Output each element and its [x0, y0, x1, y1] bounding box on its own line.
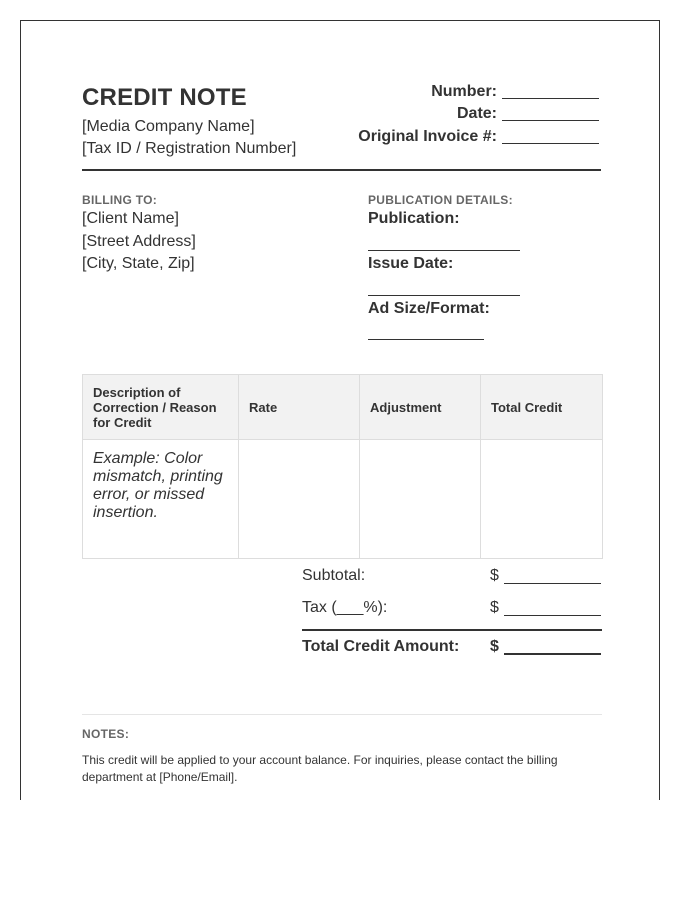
column-header-rate: Rate	[239, 375, 360, 440]
cell-rate[interactable]	[239, 440, 360, 559]
subtotal-blank[interactable]	[504, 583, 601, 584]
client-street: [Street Address]	[82, 233, 196, 250]
table-row	[83, 440, 603, 559]
original-invoice-blank[interactable]	[502, 128, 599, 144]
number-blank[interactable]	[502, 83, 599, 99]
client-city: [City, State, Zip]	[82, 255, 195, 272]
cell-description[interactable]: Example: Color mismatch, printing error, or missed insertion.	[83, 440, 239, 559]
credit-items-table	[82, 374, 603, 559]
number-field	[431, 83, 599, 101]
issue-date-label: Issue Date:	[368, 255, 454, 272]
date-field	[457, 105, 599, 123]
notes-heading: NOTES:	[82, 727, 130, 741]
notes-text: This credit will be applied to your account balance. For inquiries, please contact the billing department at [Phone/Email].	[82, 753, 558, 784]
subtotal-currency: $	[490, 567, 499, 584]
document-title: CREDIT NOTE	[82, 84, 247, 111]
ad-size-blank[interactable]	[368, 339, 484, 340]
subtotal-label: Subtotal:	[302, 567, 366, 584]
date-label: Date:	[456, 105, 497, 122]
tax-currency: $	[490, 599, 499, 616]
credit-note-sheet	[20, 20, 660, 800]
cell-total-credit[interactable]	[481, 440, 603, 559]
total-credit-blank[interactable]	[504, 653, 601, 655]
column-header-description: Description of Correction / Reason for Credit	[83, 375, 239, 440]
tax-label: Tax (___%):	[302, 599, 388, 616]
tax-blank[interactable]	[504, 615, 601, 616]
total-credit-currency: $	[490, 638, 499, 655]
issue-date-blank[interactable]	[368, 295, 520, 296]
cell-adjustment[interactable]	[360, 440, 481, 559]
total-credit-label: Total Credit Amount:	[302, 638, 460, 655]
company-name: [Media Company Name]	[82, 118, 255, 135]
billing-heading: BILLING TO:	[82, 193, 158, 207]
table-header-row	[83, 375, 603, 440]
original-invoice-field	[358, 128, 599, 146]
publication-label: Publication:	[368, 210, 460, 227]
original-invoice-label: Original Invoice #:	[358, 128, 497, 145]
date-blank[interactable]	[502, 105, 599, 121]
number-label: Number:	[431, 83, 497, 100]
publication-heading: PUBLICATION DETAILS:	[368, 193, 513, 207]
notes-divider	[82, 714, 602, 715]
ad-size-label: Ad Size/Format:	[368, 300, 490, 317]
client-name: [Client Name]	[82, 210, 179, 227]
publication-blank[interactable]	[368, 250, 520, 251]
column-header-adjustment: Adjustment	[360, 375, 481, 440]
column-header-total-credit: Total Credit	[481, 375, 603, 440]
tax-id: [Tax ID / Registration Number]	[82, 140, 297, 157]
header-divider	[82, 169, 601, 171]
totals-divider	[302, 629, 602, 631]
